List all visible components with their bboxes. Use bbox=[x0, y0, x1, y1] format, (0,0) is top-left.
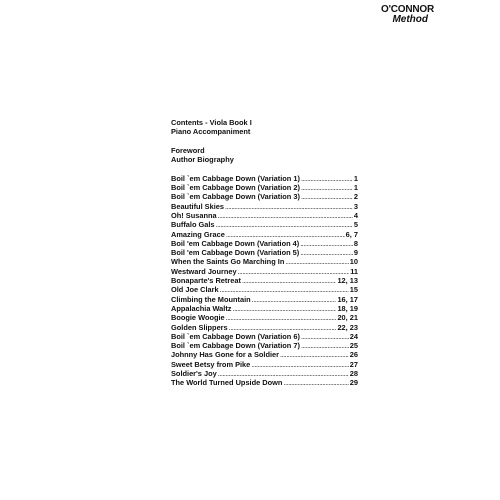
toc-entry-title: Climbing the Mountain bbox=[171, 294, 251, 304]
toc-entry-page: 22, 23 bbox=[337, 322, 358, 332]
toc-entry-title: Oh! Susanna bbox=[171, 210, 217, 220]
toc-dot-leader bbox=[300, 248, 353, 257]
toc-dot-leader bbox=[285, 257, 348, 266]
toc-entry-page: 11 bbox=[350, 266, 358, 276]
front-matter-author-biography: Author Biography bbox=[171, 155, 234, 165]
toc-entry-title: Boil 'em Cabbage Down (Variation 5) bbox=[171, 248, 300, 258]
toc-entry-page: 8 bbox=[353, 238, 358, 248]
toc-entry-title: When the Saints Go Marching In bbox=[171, 257, 285, 267]
brand-logo bbox=[364, 5, 434, 25]
toc-dot-leader bbox=[225, 202, 353, 211]
toc-entry-page: 12, 13 bbox=[337, 276, 358, 286]
toc-entry-page: 1 bbox=[353, 173, 358, 183]
toc-entry bbox=[171, 230, 358, 239]
toc-dot-leader bbox=[218, 211, 353, 220]
toc-entry-page: 27 bbox=[349, 359, 358, 369]
toc-dot-leader bbox=[283, 378, 348, 387]
front-matter-foreword: Foreword bbox=[171, 145, 205, 155]
toc-entry-title: Appalachia Waltz bbox=[171, 303, 232, 313]
toc-entry bbox=[171, 295, 358, 304]
toc-entry bbox=[171, 360, 358, 369]
toc-entry bbox=[171, 304, 358, 313]
toc-dot-leader bbox=[251, 360, 348, 369]
toc-entry bbox=[171, 276, 358, 285]
toc-dot-leader bbox=[301, 174, 353, 183]
toc-entry-title: Sweet Betsy from Pike bbox=[171, 359, 251, 369]
toc-dot-leader bbox=[301, 192, 353, 201]
toc-entry-title: Boil `em Cabbage Down (Variation 1) bbox=[171, 173, 300, 183]
toc-list bbox=[171, 174, 358, 388]
toc-entry-title: Boil `em Cabbage Down (Variation 2) bbox=[171, 183, 300, 193]
toc-entry bbox=[171, 350, 358, 359]
toc-entry-page: 9 bbox=[353, 248, 358, 258]
toc-entry-title: Buffalo Gals bbox=[171, 220, 215, 230]
contents-subtitle: Piano Accompaniment bbox=[171, 127, 251, 137]
toc-entry-title: Boil `em Cabbage Down (Variation 6) bbox=[171, 331, 300, 341]
toc-dot-leader bbox=[238, 267, 350, 276]
toc-entry-page: 18, 19 bbox=[337, 303, 358, 313]
toc-dot-leader bbox=[301, 341, 349, 350]
toc-dot-leader bbox=[280, 350, 349, 359]
toc-entry-title: Soldier's Joy bbox=[171, 369, 217, 379]
toc-entry bbox=[171, 239, 358, 248]
toc-entry-page: 10 bbox=[349, 257, 358, 267]
toc-entry bbox=[171, 267, 358, 276]
toc-dot-leader bbox=[300, 239, 353, 248]
toc-dot-leader bbox=[301, 183, 353, 192]
toc-entry-page: 4 bbox=[353, 210, 358, 220]
toc-entry bbox=[171, 248, 358, 257]
toc-entry-title: Johnny Has Gone for a Soldier bbox=[171, 350, 280, 360]
toc-entry bbox=[171, 174, 358, 183]
toc-entry bbox=[171, 341, 358, 350]
spacer bbox=[171, 164, 358, 173]
brand-logo-line1: O'CONNOR bbox=[381, 4, 434, 15]
toc-entry-title: Westward Journey bbox=[171, 266, 237, 276]
toc-entry-page: 6, 7 bbox=[345, 229, 358, 239]
toc-entry-title: Amazing Grace bbox=[171, 229, 225, 239]
toc-entry bbox=[171, 369, 358, 378]
toc-dot-leader bbox=[226, 313, 337, 322]
toc-dot-leader bbox=[229, 323, 337, 332]
toc-entry bbox=[171, 285, 358, 294]
toc-entry-page: 29 bbox=[349, 378, 358, 388]
toc-entry-page: 26 bbox=[349, 350, 358, 360]
brand-logo-line2: Method bbox=[392, 14, 428, 25]
toc-dot-leader bbox=[218, 369, 349, 378]
toc-entry-title: Boil `em Cabbage Down (Variation 7) bbox=[171, 341, 300, 351]
toc-entry-title: Boil 'em Cabbage Down (Variation 4) bbox=[171, 238, 300, 248]
toc-entry-page: 2 bbox=[353, 192, 358, 202]
toc-dot-leader bbox=[220, 285, 349, 294]
toc-entry bbox=[171, 378, 358, 387]
toc-dot-leader bbox=[301, 332, 349, 341]
toc-entry-page: 20, 21 bbox=[337, 313, 358, 323]
toc-dot-leader bbox=[233, 304, 337, 313]
toc-entry-title: The World Turned Upside Down bbox=[171, 378, 283, 388]
toc-entry-title: Boogie Woogie bbox=[171, 313, 225, 323]
toc-entry bbox=[171, 183, 358, 192]
toc-entry-page: 25 bbox=[349, 341, 358, 351]
toc-entry bbox=[171, 192, 358, 201]
toc-dot-leader bbox=[242, 276, 337, 285]
toc-entry-page: 15 bbox=[349, 285, 358, 295]
toc-entry bbox=[171, 220, 358, 229]
toc-dot-leader bbox=[216, 220, 353, 229]
toc-entry-title: Old Joe Clark bbox=[171, 285, 219, 295]
toc-entry-title: Bonaparte's Retreat bbox=[171, 276, 241, 286]
toc-dot-leader bbox=[252, 295, 337, 304]
toc-dot-leader bbox=[226, 230, 345, 239]
contents-page bbox=[171, 118, 358, 388]
toc-entry-page: 3 bbox=[353, 201, 358, 211]
toc-entry-page: 16, 17 bbox=[337, 294, 358, 304]
toc-entry bbox=[171, 202, 358, 211]
toc-entry-page: 28 bbox=[349, 369, 358, 379]
toc-entry bbox=[171, 313, 358, 322]
toc-entry-title: Boil `em Cabbage Down (Variation 3) bbox=[171, 192, 300, 202]
toc-entry-page: 5 bbox=[353, 220, 358, 230]
toc-entry-title: Beautiful Skies bbox=[171, 201, 224, 211]
toc-entry bbox=[171, 323, 358, 332]
toc-entry-page: 1 bbox=[353, 183, 358, 193]
contents-title: Contents - Viola Book I bbox=[171, 118, 252, 127]
toc-entry-page: 24 bbox=[349, 331, 358, 341]
toc-entry bbox=[171, 211, 358, 220]
toc-entry bbox=[171, 257, 358, 266]
spacer bbox=[171, 137, 358, 146]
toc-entry bbox=[171, 332, 358, 341]
toc-entry-title: Golden Slippers bbox=[171, 322, 228, 332]
